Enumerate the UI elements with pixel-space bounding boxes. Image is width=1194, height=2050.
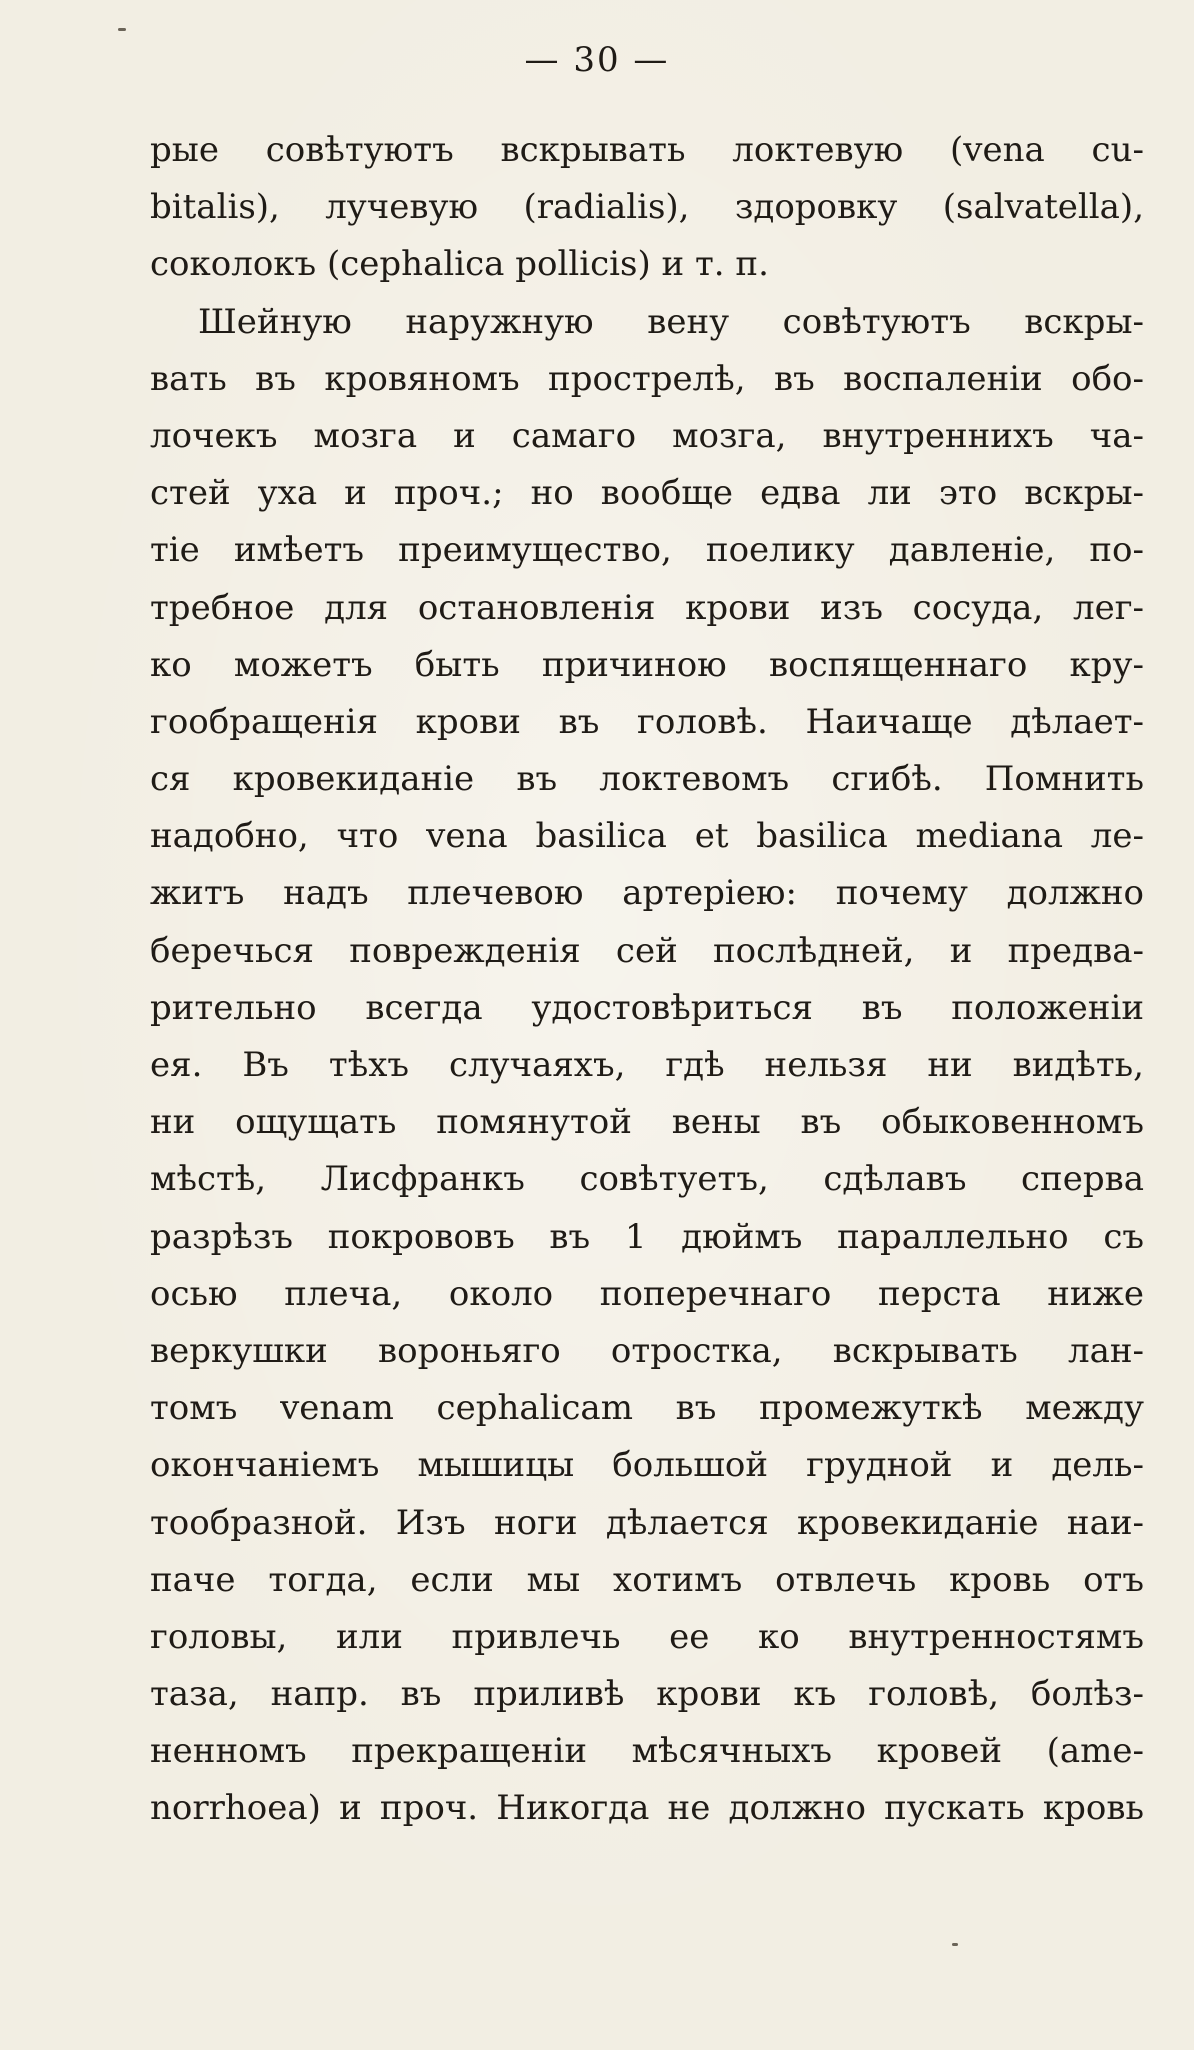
page-number: — 30 — bbox=[524, 40, 670, 80]
text-line: ненномъ прекращеніи мѣсячныхъ кровей (ame- bbox=[150, 1731, 1144, 1772]
body-text bbox=[150, 122, 1144, 1838]
text-line: стей уха и проч.; но вообще едва ли это вскры- bbox=[150, 473, 1144, 514]
text-line: требное для остановленія крови изъ сосуда, лег- bbox=[150, 587, 1144, 628]
text-line: житъ надъ плечевою артеріею: почему должно bbox=[150, 873, 1144, 914]
text-line: паче тогда, если мы хотимъ отвлечь кровь отъ bbox=[150, 1559, 1144, 1600]
text-line: ни ощущать помянутой вены въ обыковенномъ bbox=[150, 1102, 1144, 1143]
text-line: рительно всегда удостовѣриться въ положеніи bbox=[150, 987, 1144, 1028]
text-line: norrhoea) и проч. Никогда не должно пускать кровь bbox=[150, 1788, 1144, 1829]
text-line: надобно, что vena basilica et basilica mediana ле- bbox=[150, 816, 1144, 857]
text-line: гообращенія крови въ головѣ. Наичаще дѣлает- bbox=[150, 701, 1144, 742]
text-line: bitalis), лучевую (radialis), здоровку (salvatella), bbox=[150, 187, 1144, 228]
text-line: рые совѣтуютъ вскрывать локтевую (vena cu- bbox=[150, 130, 1144, 170]
text-line: головы, или привлечь ее ко внутренностямъ bbox=[150, 1616, 1144, 1657]
print-speck bbox=[952, 1943, 958, 1946]
text-line: тіе имѣетъ преимущество, поелику давленіе, по- bbox=[150, 530, 1144, 571]
text-line: осью плеча, около поперечнаго перста ниже bbox=[150, 1273, 1144, 1314]
text-line: веркушки вороньяго отростка, вскрывать лан- bbox=[150, 1330, 1144, 1371]
text-line: ся кровекиданіе въ локтевомъ сгибѣ. Помнить bbox=[150, 759, 1144, 800]
text-line: лочекъ мозга и самаго мозга, внутреннихъ ча- bbox=[150, 415, 1144, 456]
text-line: вать въ кровяномъ прострелѣ, въ воспаленіи обо- bbox=[150, 358, 1144, 399]
text-line: таза, напр. въ приливѣ крови къ головѣ, болѣз- bbox=[150, 1674, 1144, 1715]
text-line: томъ venam cephalicam въ промежуткѣ между bbox=[150, 1388, 1144, 1429]
text-line: тообразной. Изъ ноги дѣлается кровекиданіе наи- bbox=[150, 1502, 1144, 1543]
text-line: ея. Въ тѣхъ случаяхъ, гдѣ нельзя ни видѣть, bbox=[150, 1045, 1144, 1085]
print-speck bbox=[118, 28, 126, 31]
text-line: Шейную наружную вену совѣтуютъ вскры- bbox=[198, 301, 1144, 342]
text-line: разрѣзъ покрововъ въ 1 дюймъ параллельно съ bbox=[150, 1216, 1144, 1257]
text-line: соколокъ (cephalica pollicis) и т. п. bbox=[150, 244, 769, 285]
text-line: окончаніемъ мышицы большой грудной и дель- bbox=[150, 1445, 1144, 1486]
text-line: мѣстѣ, Лисфранкъ совѣтуетъ, сдѣлавъ сперва bbox=[150, 1159, 1144, 1200]
text-line: беречься поврежденія сей послѣдней, и предва- bbox=[150, 930, 1144, 971]
text-line: ко можетъ быть причиною воспященнаго кру- bbox=[150, 644, 1144, 685]
